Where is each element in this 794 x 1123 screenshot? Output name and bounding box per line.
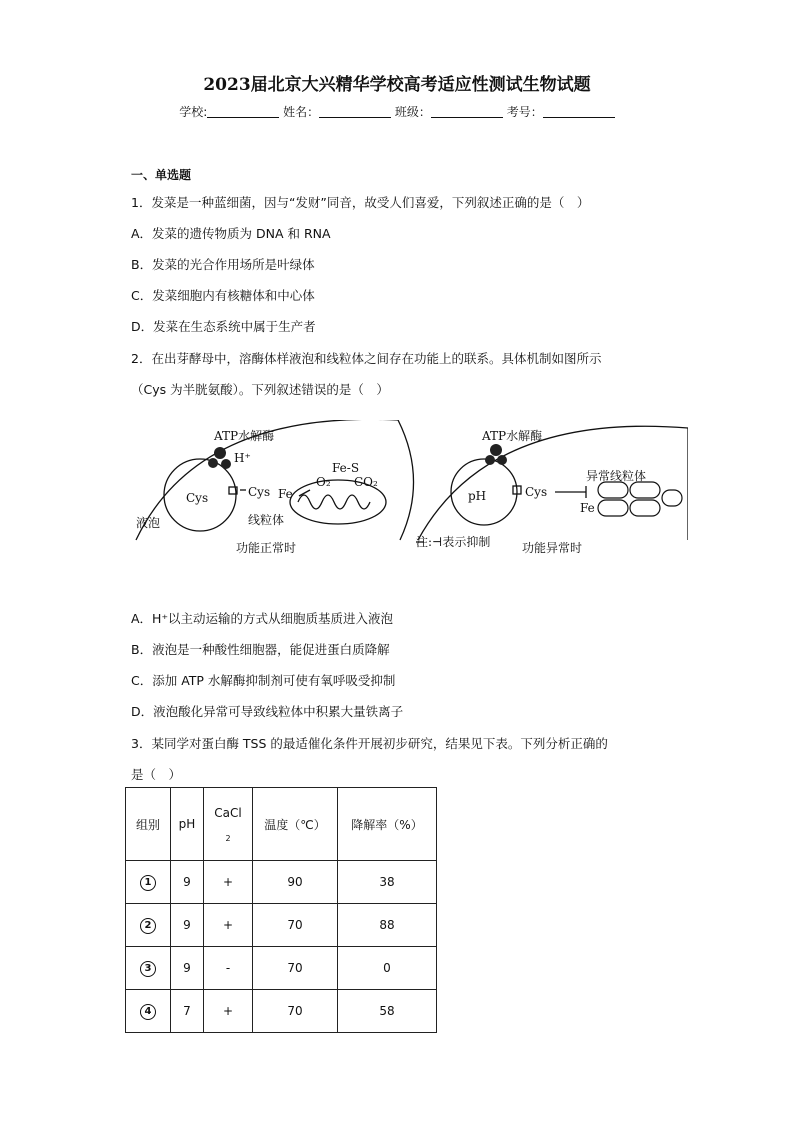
cell-cacl2: - <box>204 947 253 990</box>
student-info-line <box>0 103 794 120</box>
vacuole-mitochondria-figure <box>128 420 688 570</box>
label-cys-inside: Cys <box>186 491 209 505</box>
cell-degradation-rate: 88 <box>338 904 437 947</box>
label-mitochondrion: 线粒体 <box>248 513 285 527</box>
name-blank[interactable] <box>319 105 391 118</box>
cristae-left <box>298 495 370 509</box>
number-blank[interactable] <box>543 105 615 118</box>
header-ph: pH <box>171 788 204 861</box>
number-label: 考号： <box>506 105 543 119</box>
header-degradation-rate: 降解率（%） <box>338 788 437 861</box>
table-row <box>126 990 437 1033</box>
tss-results-table <box>125 787 437 1033</box>
label-abnormal-mito: 异常线粒体 <box>586 469 647 483</box>
group-number: 4 <box>140 1004 156 1020</box>
label-fe-right: Fe <box>580 501 595 515</box>
label-fe-left: Fe <box>278 487 293 501</box>
school-label: 学校: <box>179 105 208 119</box>
label-atp-enzyme-left: ATP水解酶 <box>214 429 275 443</box>
figure-note: 注:⊣表示抑制 <box>416 535 491 549</box>
label-vacuole: 液泡 <box>136 516 161 530</box>
label-ph: pH <box>468 489 487 503</box>
header-cacl2: CaCl 2 <box>204 788 253 861</box>
name-label: 姓名： <box>283 105 320 119</box>
q1-option-b: B．发菜的光合作用场所是叶绿体 <box>131 257 315 272</box>
cell-degradation-rate: 38 <box>338 861 437 904</box>
class-label: 班级： <box>394 105 431 119</box>
table-row <box>126 947 437 990</box>
atp-enzyme-left <box>214 447 226 459</box>
q2-stem-line2: （Cys 为半胱氨酸）。下列叙述错误的是（ ） <box>131 382 389 397</box>
q3-stem-line2: 是（ ） <box>131 767 182 782</box>
label-atp-enzyme-right: ATP水解酶 <box>482 429 543 443</box>
q2-option-d: D．液泡酸化异常可导致线粒体中积累大量铁离子 <box>131 704 404 719</box>
q1-option-a: A．发菜的遗传物质为 DNA 和 RNA <box>131 226 331 241</box>
table-row <box>126 904 437 947</box>
group-number: 1 <box>140 875 156 891</box>
table-header-row <box>126 788 437 861</box>
q2-option-c: C．添加 ATP 水解酶抑制剂可使有氧呼吸受抑制 <box>131 673 396 688</box>
cell-degradation-rate: 0 <box>338 947 437 990</box>
header-temperature: 温度（℃） <box>253 788 338 861</box>
school-blank[interactable] <box>207 105 279 118</box>
q2-stem-line1: 2．在出芽酵母中，溶酶体样液泡和线粒体之间存在功能上的联系。具体机制如图所示 <box>131 351 602 366</box>
cell-cacl2: + <box>204 861 253 904</box>
q3-stem-line1: 3．某同学对蛋白酶 TSS 的最适催化条件开展初步研究，结果见下表。下列分析正确的 <box>131 736 608 751</box>
atp-enzyme-right <box>490 444 502 456</box>
q1-stem: 1．发菜是一种蓝细菌，因与“发财”同音，故受人们喜爱，下列叙述正确的是（ ） <box>131 195 590 210</box>
cell-degradation-rate: 58 <box>338 990 437 1033</box>
cell-cacl2: + <box>204 990 253 1033</box>
label-co2: CO₂ <box>354 475 378 489</box>
right-cell-membrane <box>418 426 688 540</box>
cell-ph: 9 <box>171 904 204 947</box>
q1-option-c: C．发菜细胞内有核糖体和中心体 <box>131 288 315 303</box>
q2-option-a: A．H⁺以主动运输的方式从细胞质基质进入液泡 <box>131 611 394 626</box>
left-panel-caption: 功能正常时 <box>236 541 297 555</box>
cell-temperature: 70 <box>253 904 338 947</box>
header-group: 组别 <box>126 788 171 861</box>
label-cys-outside: Cys <box>248 485 271 499</box>
q1-option-d: D．发菜在生态系统中属于生产者 <box>131 319 316 334</box>
right-panel-caption: 功能异常时 <box>522 541 583 555</box>
cell-temperature: 90 <box>253 861 338 904</box>
cell-ph: 9 <box>171 861 204 904</box>
section-heading: 一、单选题 <box>131 168 192 182</box>
group-number: 3 <box>140 961 156 977</box>
class-blank[interactable] <box>431 105 503 118</box>
exam-title: 2023届北京大兴精华学校高考适应性测试生物试题 <box>203 75 591 95</box>
label-hplus-left: H⁺ <box>234 451 251 465</box>
cell-temperature: 70 <box>253 947 338 990</box>
group-number: 2 <box>140 918 156 934</box>
cell-ph: 7 <box>171 990 204 1033</box>
cell-cacl2: + <box>204 904 253 947</box>
abnormal-mitochondria-icon <box>598 482 682 516</box>
q2-option-b: B．液泡是一种酸性细胞器，能促进蛋白质降解 <box>131 642 390 657</box>
label-fes: Fe-S <box>332 461 360 475</box>
label-cys-right: Cys <box>525 485 548 499</box>
table-row <box>126 861 437 904</box>
cell-ph: 9 <box>171 947 204 990</box>
cell-temperature: 70 <box>253 990 338 1033</box>
label-o2: O₂ <box>316 475 331 489</box>
